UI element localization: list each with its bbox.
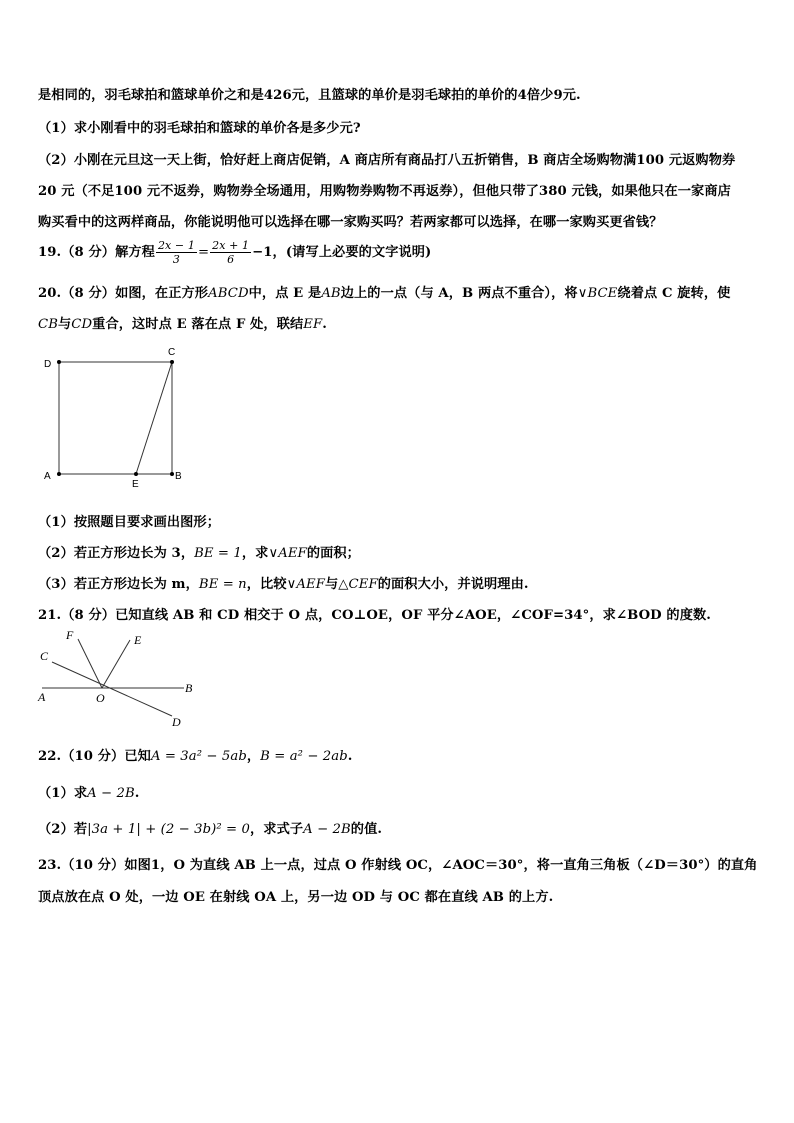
q22-text: . — [347, 749, 353, 764]
fraction-numerator: 2x + 1 — [212, 239, 250, 252]
equals-sign: = — [197, 245, 210, 260]
math-b-expr: B = a² − 2ab — [260, 749, 348, 764]
math-a-minus-2b: A − 2B — [87, 786, 135, 801]
lines-figure — [34, 626, 204, 732]
math-ab: AB — [321, 286, 341, 301]
math-be: BE = 1 — [194, 546, 242, 561]
math-bce: ∨BCE — [577, 286, 618, 301]
math-condition: |3a + 1| + (2 − 3b)² = 0 — [87, 822, 250, 837]
q20-text: （2）若正方形边长为 3， — [38, 546, 195, 561]
question-20-line-2 — [38, 313, 327, 332]
text-line: 是相同的，羽毛球拍和篮球单价之和是426元，且篮球的单价是羽毛球拍的单价的4倍少9元. — [38, 88, 581, 103]
segment-ce — [136, 362, 172, 474]
math-a-expr: A = 3a² − 5ab — [150, 749, 247, 764]
fraction-denominator: 3 — [172, 253, 180, 266]
q20-sub-1: （1）按照题目要求画出图形； — [38, 515, 221, 530]
label-e: E — [132, 479, 139, 490]
text-line: （1）求小刚看中的羽毛球拍和篮球的单价各是多少元? — [38, 121, 361, 136]
q20-text: 的面积； — [306, 546, 360, 561]
math-cb: CB — [38, 317, 58, 332]
q22-text: ， — [246, 749, 261, 764]
q20-text: ，比较 — [246, 577, 287, 592]
q20-sub-3 — [38, 573, 529, 592]
math-be: BE = n — [198, 577, 247, 592]
q20-text: 与 — [57, 317, 72, 332]
fraction-numerator: 2x − 1 — [157, 239, 195, 252]
q22-text: 的值. — [350, 822, 383, 837]
q22-sub-1 — [38, 782, 139, 801]
q22-text: 22.（10 分）已知 — [38, 749, 151, 764]
math-aef: ∨AEF — [286, 577, 325, 592]
point-c — [170, 360, 174, 364]
q20-text: 中，点 E 是 — [248, 286, 322, 301]
q20-text: 与 — [325, 577, 339, 592]
question-21: 21.（8 分）已知直线 AB 和 CD 相交于 O 点，CO⊥OE，OF 平分∠AOE，∠COF=34°，求∠BOD 的度数. — [38, 608, 711, 623]
q20-text: ，求 — [241, 546, 269, 561]
point-e — [134, 472, 138, 476]
fraction-denominator: 6 — [227, 253, 235, 266]
label-c: C — [40, 649, 49, 663]
label-f: F — [66, 628, 74, 642]
square-figure — [38, 345, 198, 495]
math-a-minus-2b: A − 2B — [303, 822, 351, 837]
point-a — [57, 472, 61, 476]
fraction-2 — [210, 239, 251, 266]
question-23-line-2: 顶点放在点 O 处，一边 OE 在射线 OA 上，另一边 OD 与 OC 都在直线 AB 的上方. — [38, 890, 554, 905]
text-line: 购买看中的这两样商品，你能说明他可以选择在哪一家购买吗？若两家都可以选择，在哪一家购买更省钱？ — [38, 215, 663, 230]
ray-of — [78, 639, 102, 688]
q20-text: 绕着点 C 旋转，使 — [617, 286, 731, 301]
point-d — [57, 360, 61, 364]
q20-text: （3）若正方形边长为 m， — [38, 577, 199, 592]
q20-text: 边上的一点（与 A，B 两点不重合），将 — [340, 286, 578, 301]
q20-sub-2 — [38, 542, 360, 561]
q22-text: （2）若 — [38, 822, 88, 837]
math-aef: ∨AEF — [268, 546, 307, 561]
label-b: B — [185, 681, 193, 695]
q22-sub-2 — [38, 818, 382, 837]
label-o: O — [96, 691, 105, 705]
math-abcd: ABCD — [208, 286, 249, 301]
question-22 — [38, 745, 352, 764]
q20-text: 20.（8 分）如图，在正方形 — [38, 286, 209, 301]
math-cd: CD — [71, 317, 93, 332]
ray-oe — [102, 640, 130, 688]
point-b — [170, 472, 174, 476]
question-23-line-1: 23.（10 分）如图1，O 为直线 AB 上一点，过点 O 作射线 OC，∠AOC＝30°，将一直角三角板（∠D＝30°）的直角 — [38, 858, 758, 873]
label-b: B — [175, 471, 182, 482]
square-abcd — [59, 362, 172, 474]
q19-prefix: 19.（8 分）解方程 — [38, 245, 155, 260]
label-d: D — [172, 715, 181, 729]
question-20-line-1 — [38, 282, 730, 301]
q22-text: ，求式子 — [250, 822, 304, 837]
label-a: A — [38, 690, 46, 704]
question-19 — [38, 235, 431, 271]
q20-text: 的面积大小，并说明理由. — [377, 577, 529, 592]
math-cef: △CEF — [338, 577, 378, 592]
q20-text: 重合，这时点 E 落在点 F 处，联结 — [92, 317, 304, 332]
math-ef: EF — [303, 317, 323, 332]
text-line: （2）小刚在元旦这一天上街，恰好赶上商店促销，A 商店所有商品打八五折销售，B 商店全场购物满100 元返购物券 — [38, 153, 736, 168]
label-d: D — [44, 359, 52, 370]
fraction-1 — [156, 239, 197, 266]
text-line: 20 元（不足100 元不返券，购物券全场通用，用购物券购物不再返券），但他只带了380 元钱，如果他只在一家商店 — [38, 184, 731, 199]
q20-text: . — [322, 317, 327, 332]
q22-text: . — [134, 786, 140, 801]
label-a: A — [44, 471, 51, 482]
q19-tail: −1，(请写上必要的文字说明) — [252, 245, 432, 260]
label-c: C — [168, 347, 176, 358]
q22-text: （1）求 — [38, 786, 88, 801]
label-e: E — [134, 633, 142, 647]
